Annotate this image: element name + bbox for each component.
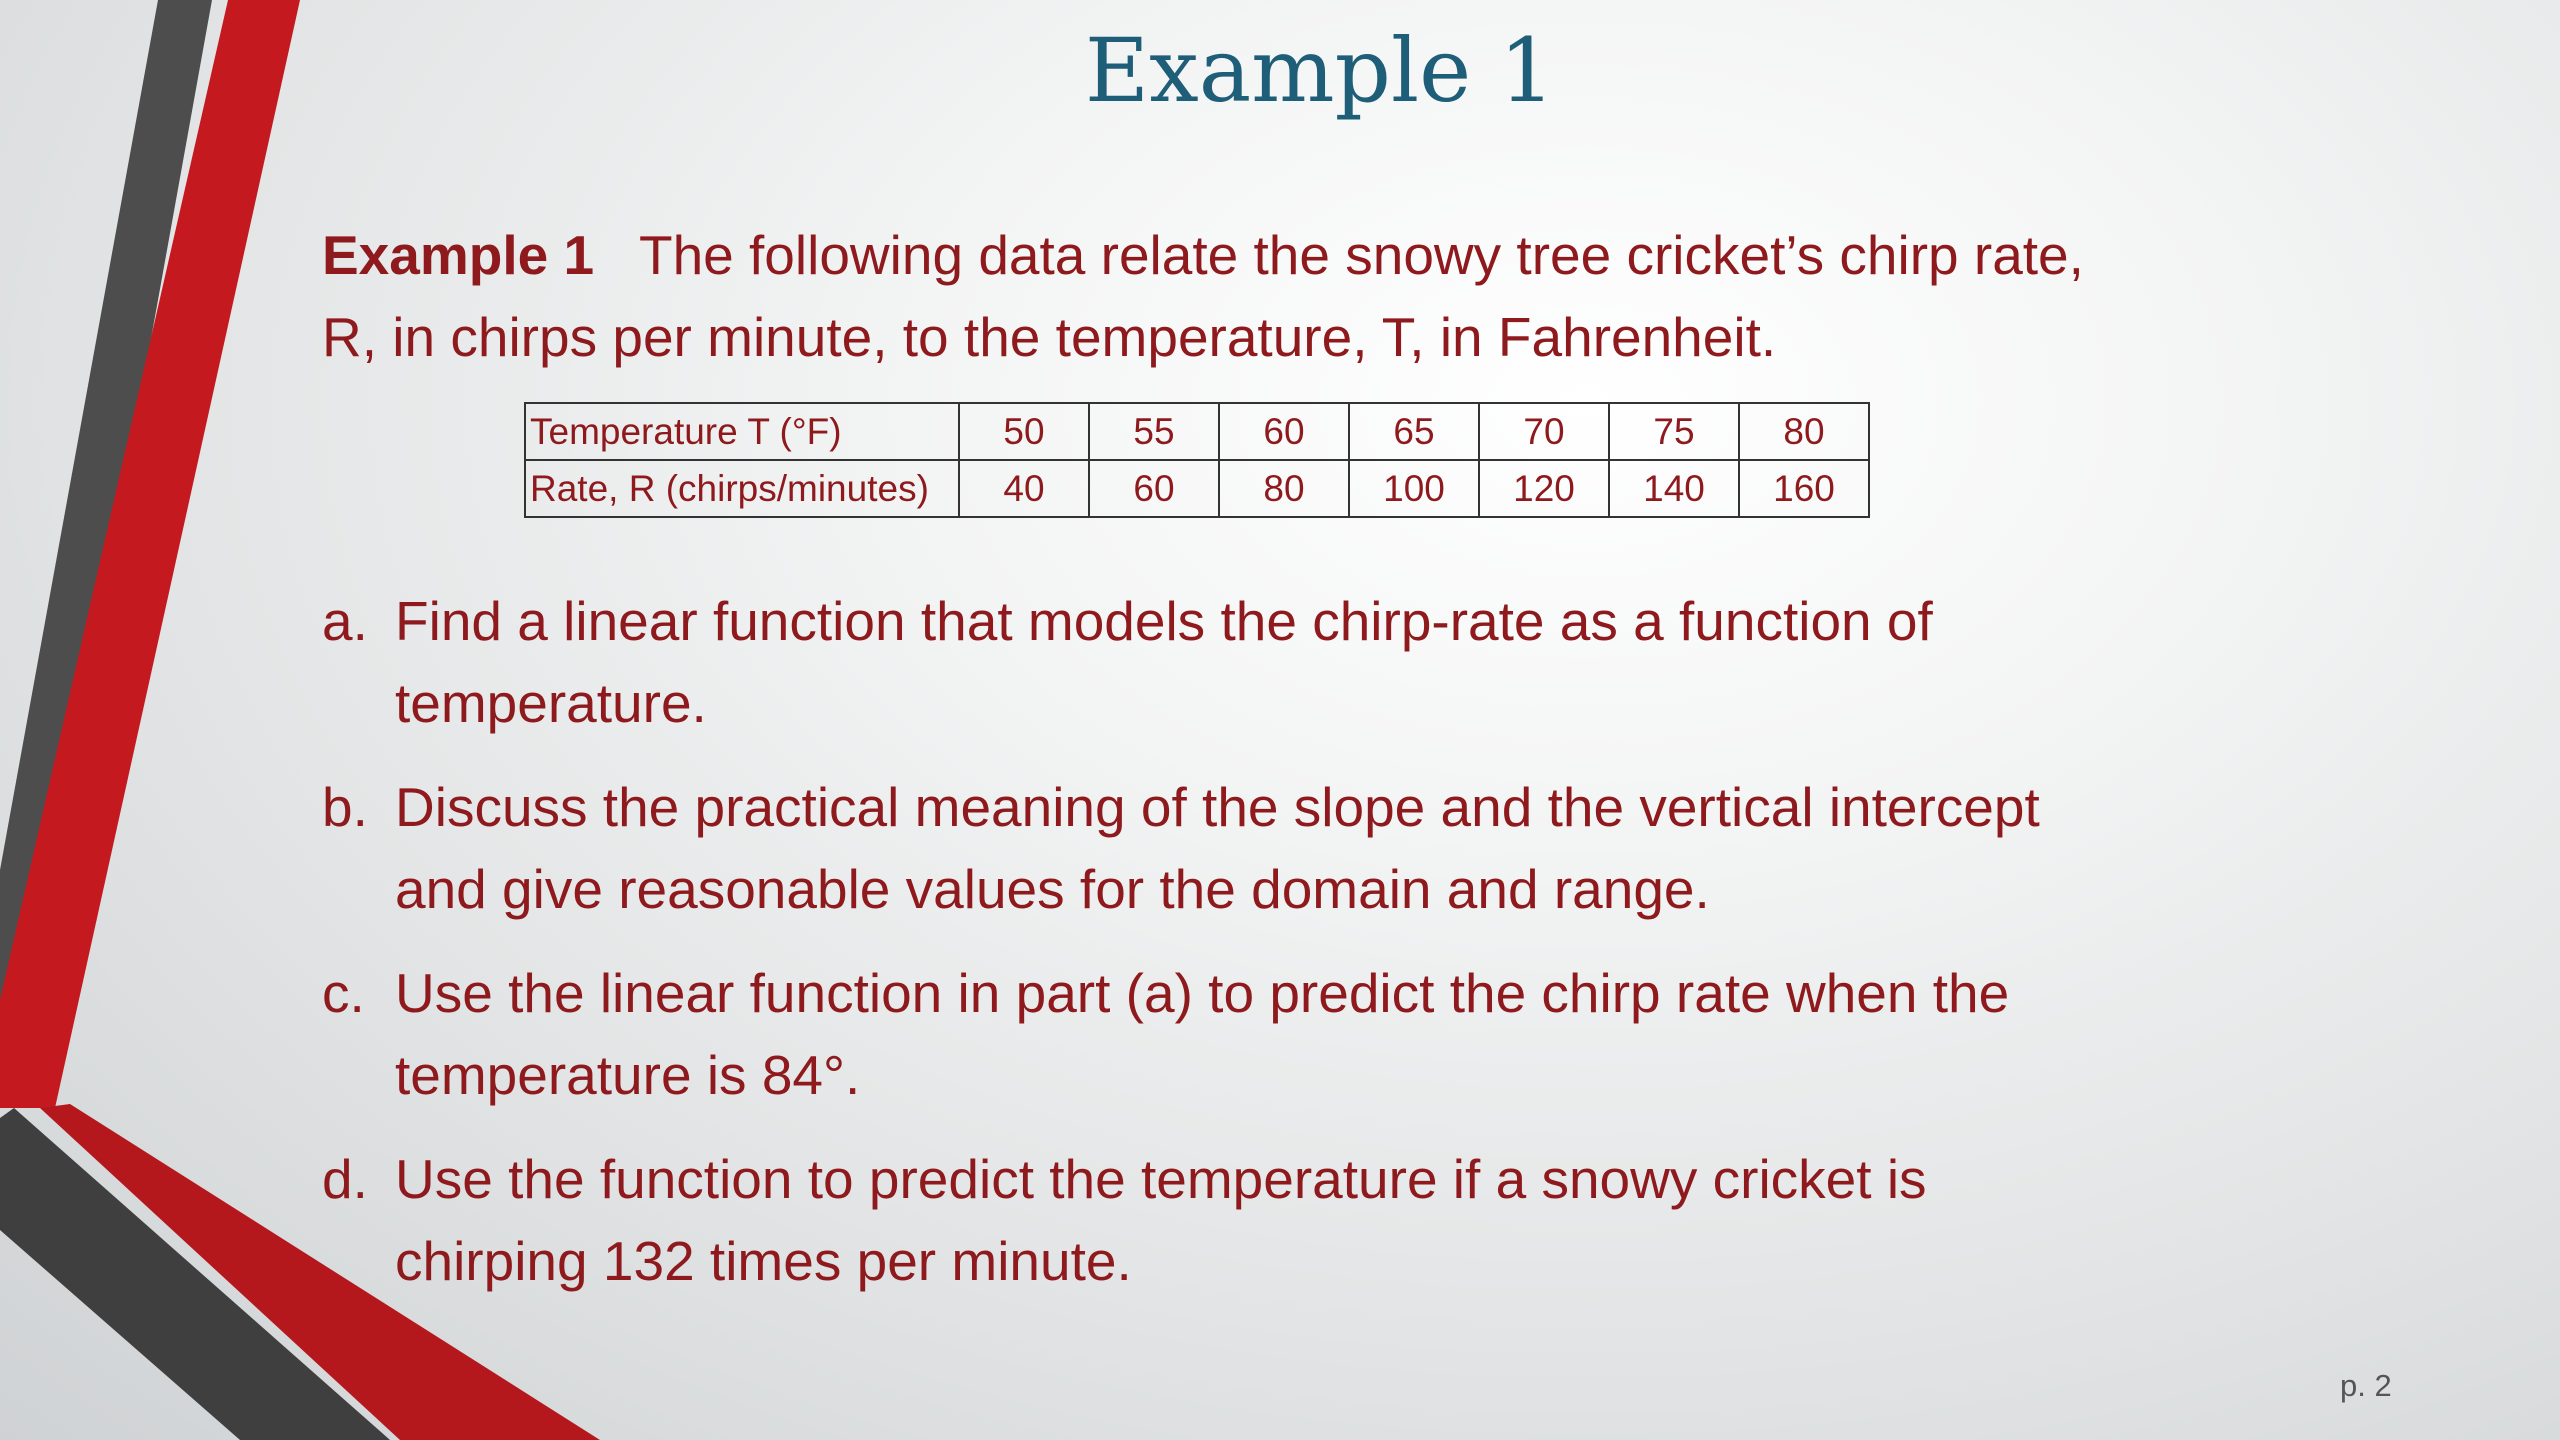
temperature-row [525,403,1869,460]
temperature-cell: 70 [1479,403,1609,460]
intro-paragraph [322,214,2102,378]
task-marker: a. [322,590,368,652]
data-table [524,402,1870,518]
rate-row [525,460,1869,517]
temperature-cell: 75 [1609,403,1739,460]
task-item-a [322,580,2102,744]
task-text: Find a linear function that models the chirp-rate as a function of temperature. [395,590,1933,734]
task-marker: b. [322,776,368,838]
task-marker: c. [322,962,365,1024]
rate-cell: 160 [1739,460,1869,517]
temperature-cell: 65 [1349,403,1479,460]
page-number: p. 2 [2340,1368,2392,1403]
rate-cell: 140 [1609,460,1739,517]
slide-title: Example 1 [1084,19,1556,122]
temperature-row-label: Temperature T (°F) [525,403,959,460]
temperature-cell: 50 [959,403,1089,460]
task-text: Discuss the practical meaning of the slope and the vertical intercept and give reasonable values for the domain and range. [395,776,2040,920]
rate-cell: 120 [1479,460,1609,517]
rate-cell: 80 [1219,460,1349,517]
task-item-d [322,1138,2102,1302]
temperature-cell: 55 [1089,403,1219,460]
task-text: Use the function to predict the temperature if a snowy cricket is chirping 132 times per minute. [395,1148,1927,1292]
task-item-b [322,766,2102,930]
temperature-cell: 60 [1219,403,1349,460]
rate-cell: 60 [1089,460,1219,517]
task-text: Use the linear function in part (a) to predict the chirp rate when the temperature is 84°. [395,962,2010,1106]
rate-row-label: Rate, R (chirps/minutes) [525,460,959,517]
rate-cell: 40 [959,460,1089,517]
task-list [322,580,2102,1324]
temperature-cell: 80 [1739,403,1869,460]
task-item-c [322,952,2102,1116]
intro-lead: Example 1 [322,224,595,286]
intro-text: The following data relate the snowy tree cricket’s chirp rate, R, in chirps per minute, to the temperature, T, in Fahrenheit. [322,224,2084,368]
task-marker: d. [322,1148,368,1210]
rate-cell: 100 [1349,460,1479,517]
